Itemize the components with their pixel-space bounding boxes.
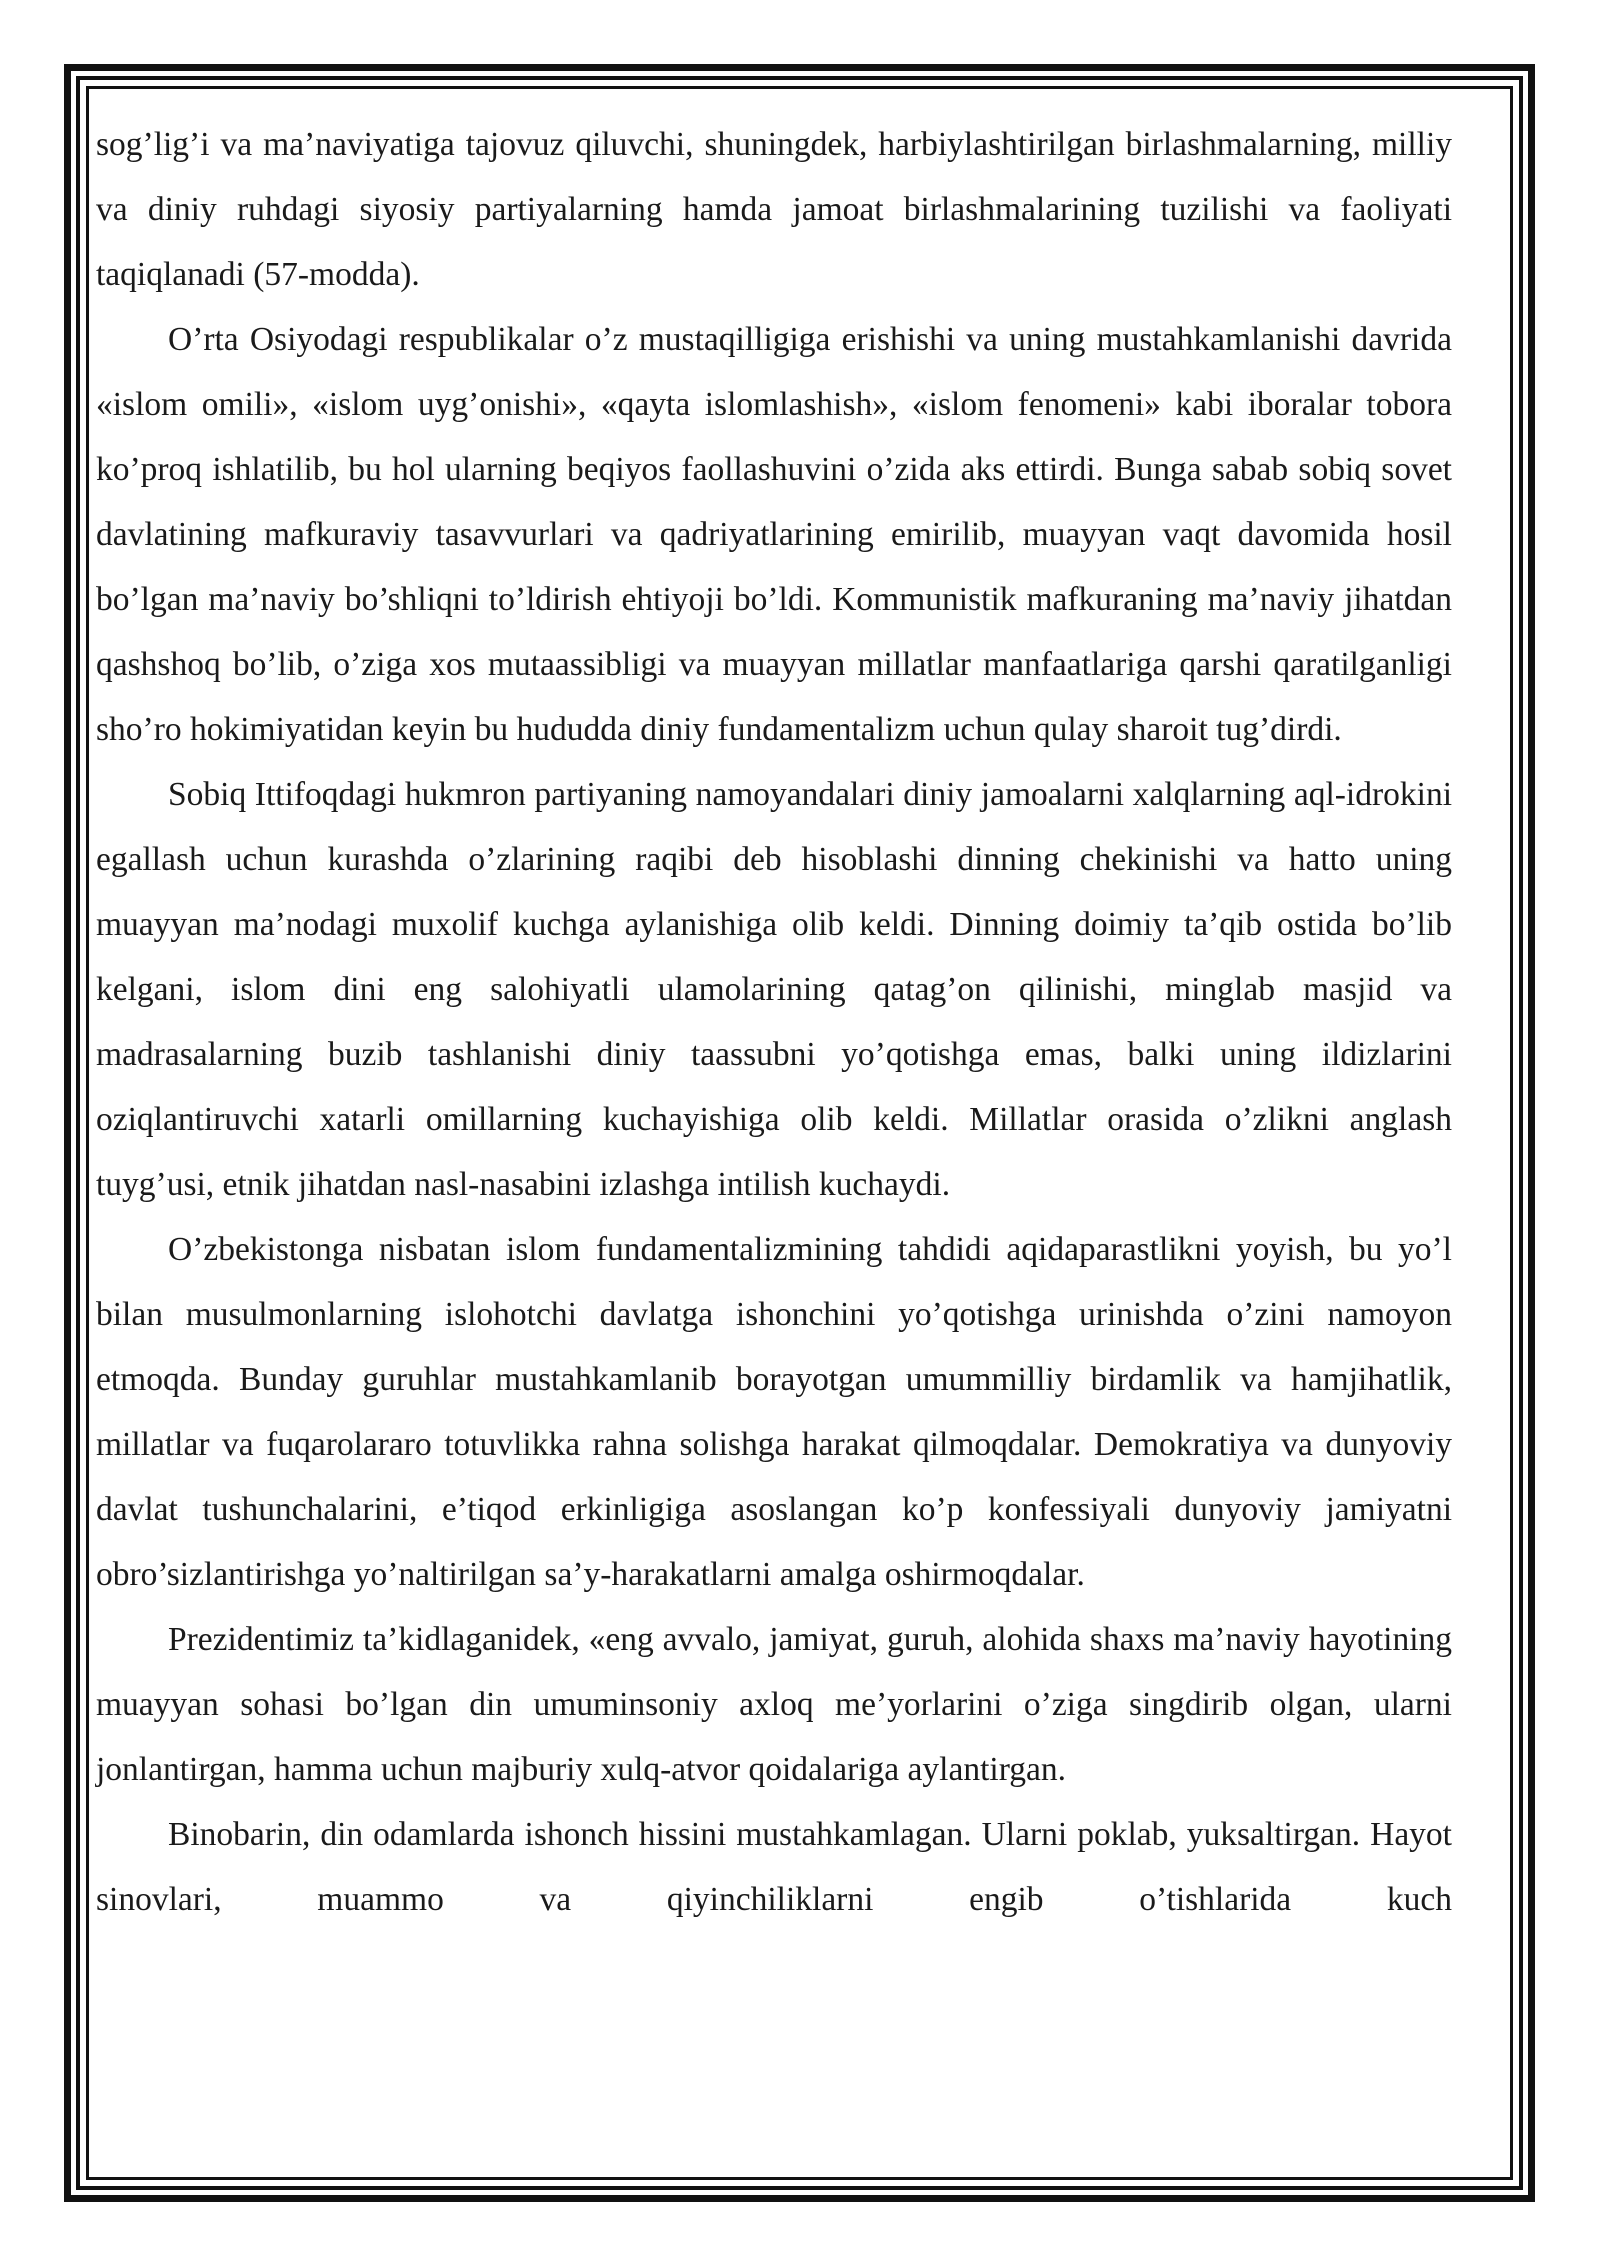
paragraph-continuation: sog’lig’i va ma’naviyatiga tajovuz qiluvchi, shuningdek, harbiylashtirilgan birlashmalarning, milliy va diniy ruhdagi siyosiy partiyalarning hamda jamoat birlashmalarining tuzilishi va faoliyati taqiqlanadi (57-modda). [96,126,1452,293]
paragraph-continued: Binobarin, din odamlarda ishonch hissini mustahkamlagan. Ularni poklab, yuksaltirgan. Hayot sinovlari, muammo va qiyinchiliklarni engib o’tishlarida kuch [96,1816,1452,1918]
paragraph: Prezidentimiz ta’kidlaganidek, «eng avvalo, jamiyat, guruh, alohida shaxs ma’naviy hayotining muayyan sohasi bo’lgan din umuminsoniy axloq me’yorlarini o’ziga singdirib olgan, ularni jonlantirgan, hamma uchun majburiy xulq-atvor qoidalariga aylantirgan. [96,1621,1452,1788]
document-body [96,112,1452,1932]
paragraph: O’zbekistonga nisbatan islom fundamentalizmining tahdidi aqidaparastlikni yoyish, bu yo’l bilan musulmonlarning islohotchi davlatga ishonchini yo’qotishga urinishda o’zini namoyon etmoqda. Bunday guruhlar mustahkamlanib borayotgan umummilliy birdamlik va hamjihatlik, millatlar va fuqarolararo totuvlikka rahna solishga harakat qilmoqdalar. Demokratiya va dunyoviy davlat tushunchalarini, e’tiqod erkinligiga asoslangan ko’p konfessiyali dunyoviy jamiyatni obro’sizlantirishga yo’naltirilgan sa’y-harakatlarni amalga oshirmoqdalar. [96,1231,1452,1593]
paragraph: Sobiq Ittifoqdagi hukmron partiyaning namoyandalari diniy jamoalarni xalqlarning aql-idrokini egallash uchun kurashda o’zlarining raqibi deb hisoblashi dinning chekinishi va hatto uning muayyan ma’nodagi muxolif kuchga aylanishiga olib keldi. Dinning doimiy ta’qib ostida bo’lib kelgani, islom dini eng salohiyatli ulamolarining qatag’on qilinishi, minglab masjid va madrasalarning buzib tashlanishi diniy taassubni yo’qotishga emas, balki uning ildizlarini oziqlantiruvchi xatarli omillarning kuchayishiga olib keldi. Millatlar orasida o’zlikni anglash tuyg’usi, etnik jihatdan nasl-nasabini izlashga intilish kuchaydi. [96,776,1452,1203]
paragraph: O’rta Osiyodagi respublikalar o’z mustaqilligiga erishishi va uning mustahkamlanishi davrida «islom omili», «islom uyg’onishi», «qayta islomlashish», «islom fenomeni» kabi iboralar tobora ko’proq ishlatilib, bu hol ularning beqiyos faollashuvini o’zida aks ettirdi. Bunga sabab sobiq sovet davlatining mafkuraviy tasavvurlari va qadriyatlarining emirilib, muayyan vaqt davomida hosil bo’lgan ma’naviy bo’shliqni to’ldirish ehtiyoji bo’ldi. Kommunistik mafkuraning ma’naviy jihatdan qashshoq bo’lib, o’ziga xos mutaassibligi va muayyan millatlar manfaatlariga qarshi qaratilganligi sho’ro hokimiyatidan keyin bu hududda diniy fundamentalizm uchun qulay sharoit tug’dirdi. [96,321,1452,748]
